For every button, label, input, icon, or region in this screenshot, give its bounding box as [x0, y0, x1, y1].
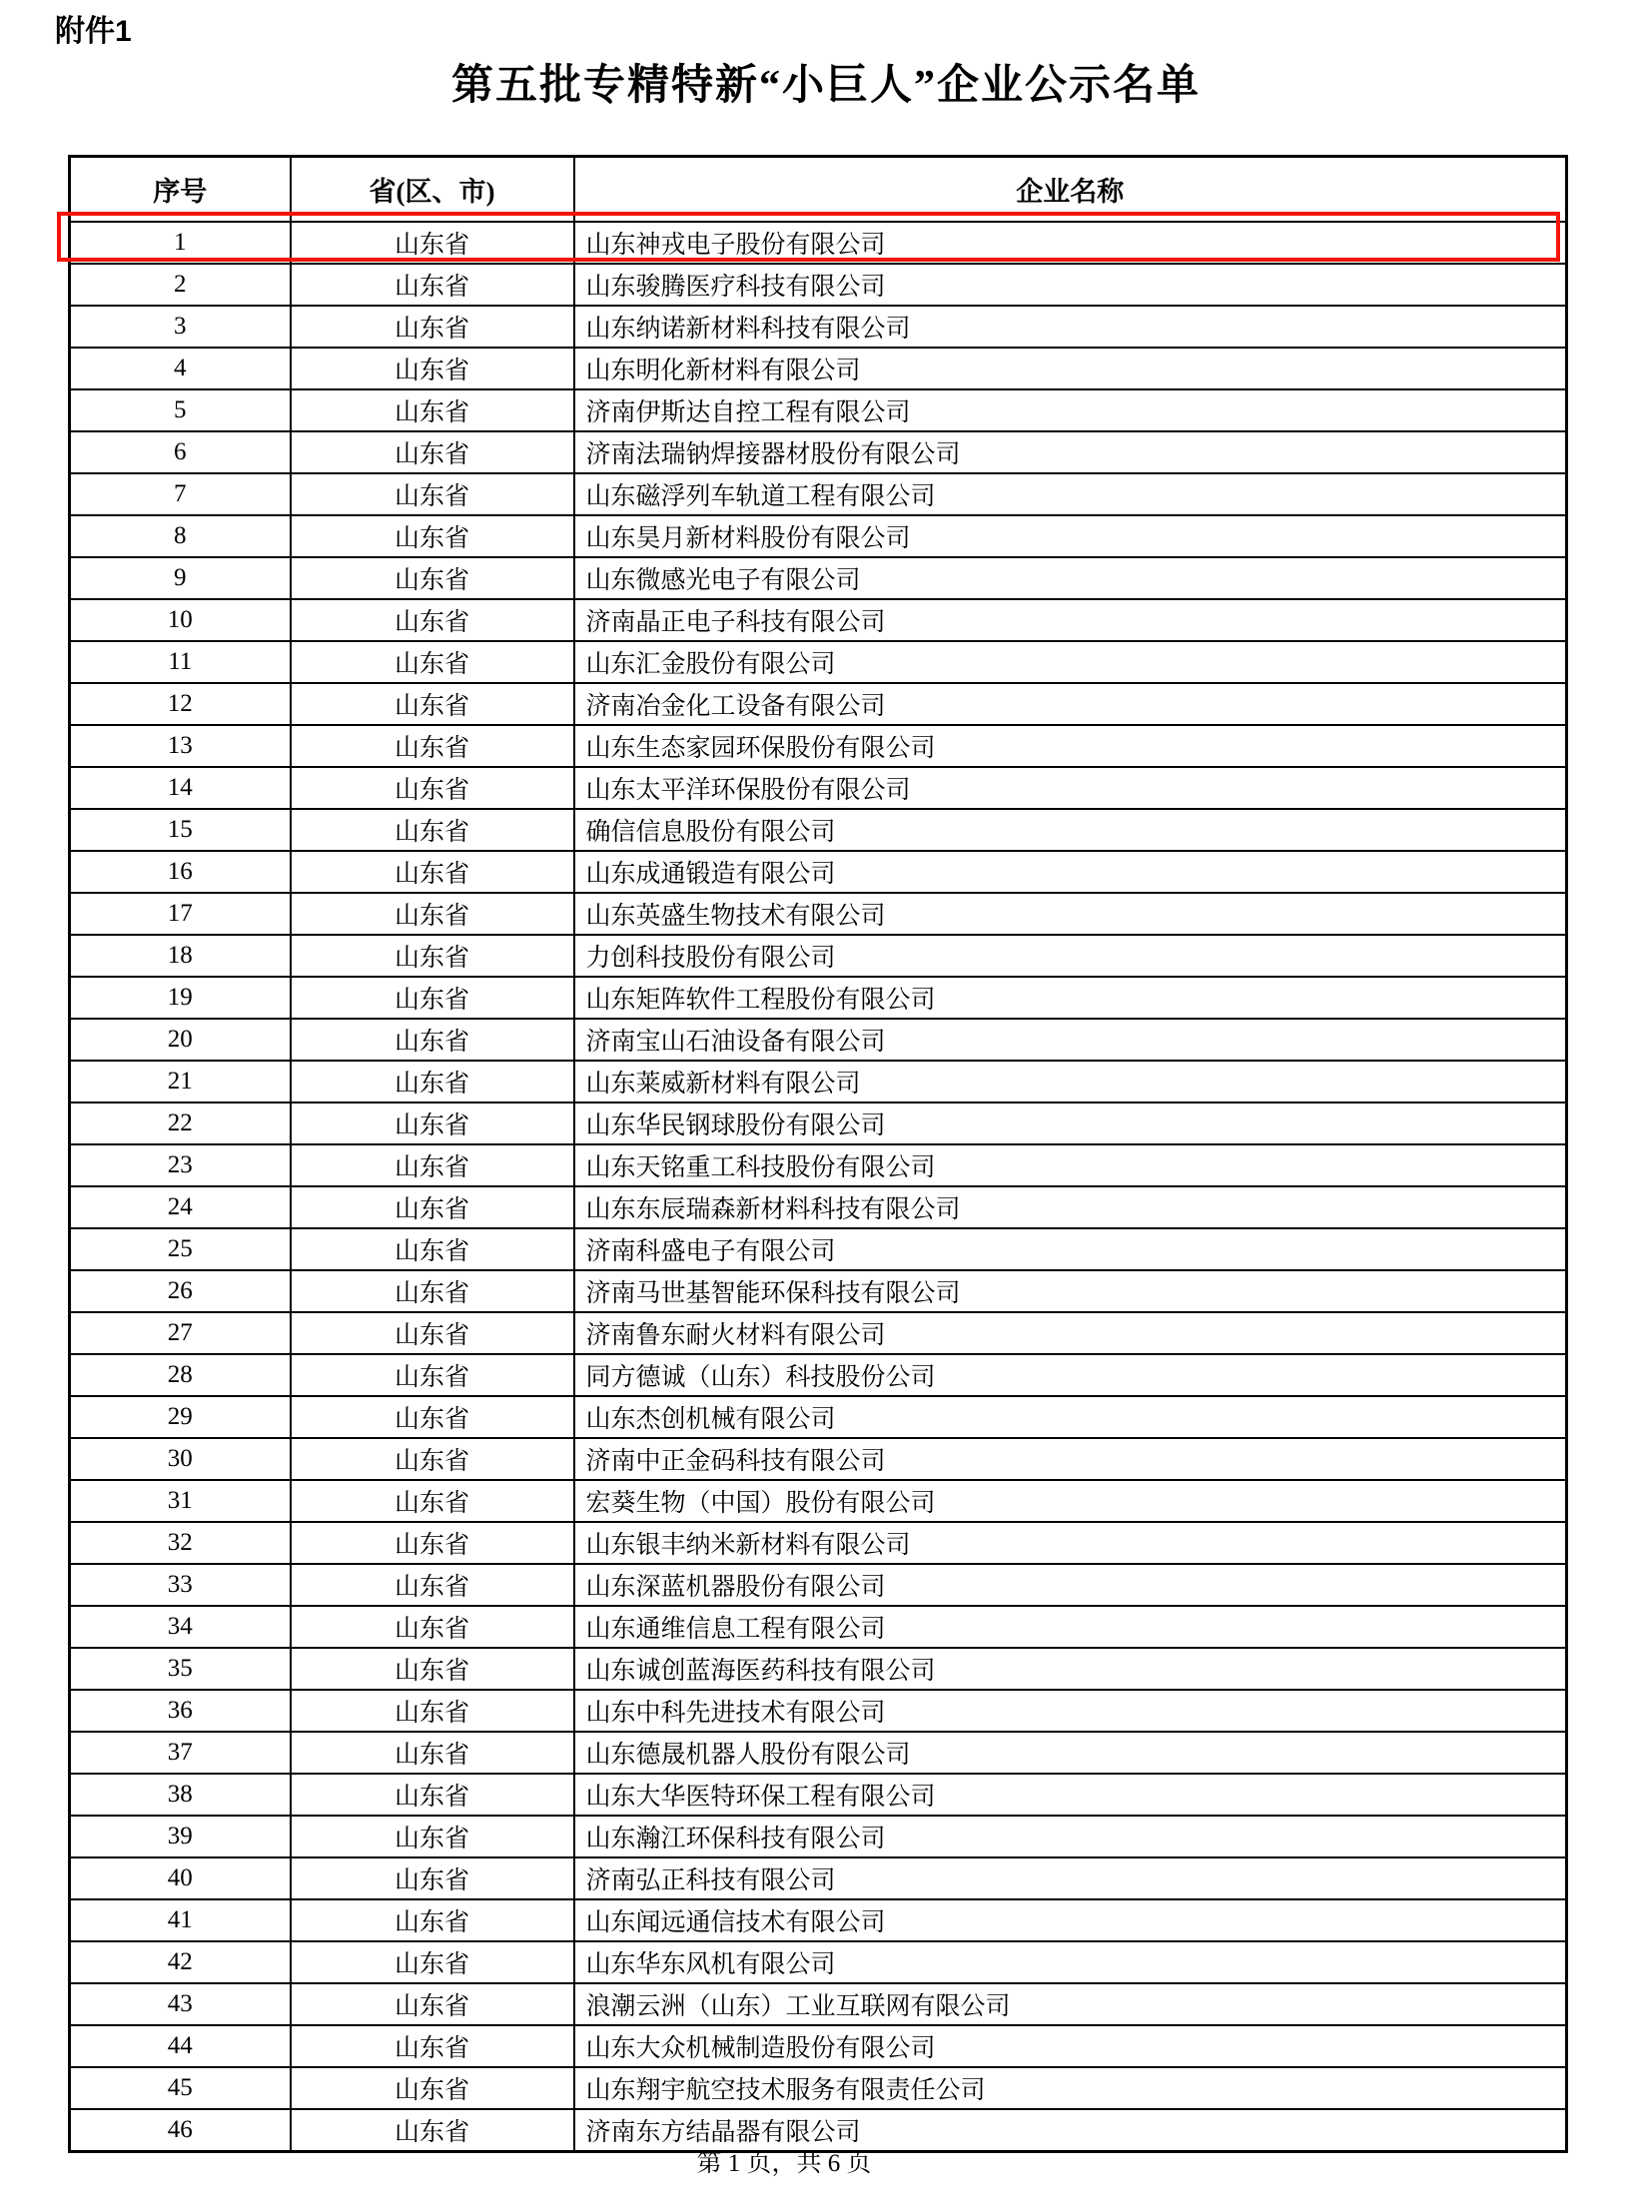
table-row: [70, 264, 1567, 306]
row-province: 山东省: [291, 1690, 574, 1732]
row-no: 34: [70, 1606, 291, 1648]
table-row: [70, 767, 1567, 809]
row-company: 山东闻远通信技术有限公司: [574, 1899, 1567, 1941]
page-number: 第 1 页，共 6 页: [696, 2150, 872, 2177]
row-province: 山东省: [291, 767, 574, 809]
row-no: 7: [70, 473, 291, 515]
row-province: 山东省: [291, 1899, 574, 1941]
table-row: [70, 1941, 1567, 1983]
row-company: 济南马世基智能环保科技有限公司: [574, 1270, 1567, 1312]
table-row: [70, 641, 1567, 683]
row-company: 山东明化新材料有限公司: [574, 348, 1567, 389]
row-no: 22: [70, 1103, 291, 1144]
row-company: 济南弘正科技有限公司: [574, 1857, 1567, 1899]
row-company: 山东微感光电子有限公司: [574, 557, 1567, 599]
row-company: 山东神戎电子股份有限公司: [574, 222, 1567, 264]
row-province: 山东省: [291, 725, 574, 767]
row-province: 山东省: [291, 557, 574, 599]
table-row: [70, 1774, 1567, 1816]
row-company: 山东矩阵软件工程股份有限公司: [574, 977, 1567, 1019]
row-company: 同方德诚（山东）科技股份公司: [574, 1354, 1567, 1396]
row-company: 山东磁浮列车轨道工程有限公司: [574, 473, 1567, 515]
row-province: 山东省: [291, 1019, 574, 1061]
row-no: 20: [70, 1019, 291, 1061]
row-company: 山东英盛生物技术有限公司: [574, 893, 1567, 935]
row-no: 21: [70, 1061, 291, 1103]
row-company: 山东大华医特环保工程有限公司: [574, 1774, 1567, 1816]
row-province: 山东省: [291, 809, 574, 851]
table-row: [70, 389, 1567, 431]
row-province: 山东省: [291, 389, 574, 431]
row-company: 山东大众机械制造股份有限公司: [574, 2025, 1567, 2067]
table-row: [70, 1857, 1567, 1899]
table-row: [70, 348, 1567, 389]
row-company: 山东德晟机器人股份有限公司: [574, 1732, 1567, 1774]
row-province: 山东省: [291, 1983, 574, 2025]
table-row: [70, 515, 1567, 557]
row-company: 山东通维信息工程有限公司: [574, 1606, 1567, 1648]
row-no: 11: [70, 641, 291, 683]
row-no: 40: [70, 1857, 291, 1899]
table-row: [70, 1144, 1567, 1186]
row-no: 12: [70, 683, 291, 725]
row-no: 31: [70, 1480, 291, 1522]
table-row: [70, 1061, 1567, 1103]
row-province: 山东省: [291, 1816, 574, 1857]
row-no: 5: [70, 389, 291, 431]
row-no: 27: [70, 1312, 291, 1354]
row-province: 山东省: [291, 264, 574, 306]
row-no: 37: [70, 1732, 291, 1774]
row-no: 30: [70, 1438, 291, 1480]
table-row: [70, 473, 1567, 515]
table-row: [70, 935, 1567, 977]
row-province: 山东省: [291, 1228, 574, 1270]
row-no: 45: [70, 2067, 291, 2109]
row-province: 山东省: [291, 1438, 574, 1480]
row-province: 山东省: [291, 1774, 574, 1816]
row-province: 山东省: [291, 599, 574, 641]
row-company: 山东中科先进技术有限公司: [574, 1690, 1567, 1732]
table-row: [70, 683, 1567, 725]
row-province: 山东省: [291, 1564, 574, 1606]
row-no: 33: [70, 1564, 291, 1606]
row-company: 山东东辰瑞森新材料科技有限公司: [574, 1186, 1567, 1228]
row-company: 山东天铭重工科技股份有限公司: [574, 1144, 1567, 1186]
row-company: 济南东方结晶器有限公司: [574, 2109, 1567, 2152]
row-no: 16: [70, 851, 291, 893]
row-province: 山东省: [291, 1480, 574, 1522]
table-row: [70, 1270, 1567, 1312]
row-no: 43: [70, 1983, 291, 2025]
table-row: [70, 1690, 1567, 1732]
table-row: [70, 851, 1567, 893]
attachment-label: 附件1: [55, 15, 132, 48]
row-company: 山东华民钢球股份有限公司: [574, 1103, 1567, 1144]
row-company: 济南法瑞钠焊接器材股份有限公司: [574, 431, 1567, 473]
table-row: [70, 977, 1567, 1019]
table-row: [70, 1019, 1567, 1061]
row-province: 山东省: [291, 893, 574, 935]
table-row: [70, 1564, 1567, 1606]
table-header-row: [70, 157, 1567, 223]
table-row: [70, 431, 1567, 473]
row-province: 山东省: [291, 851, 574, 893]
table-row: [70, 1438, 1567, 1480]
table-row: [70, 1983, 1567, 2025]
row-province: 山东省: [291, 1061, 574, 1103]
table-row: [70, 306, 1567, 348]
table-row: [70, 1606, 1567, 1648]
table-row: [70, 1522, 1567, 1564]
row-province: 山东省: [291, 683, 574, 725]
table-row: [70, 599, 1567, 641]
row-company: 确信信息股份有限公司: [574, 809, 1567, 851]
header-no: 序号: [70, 157, 291, 223]
row-no: 29: [70, 1396, 291, 1438]
row-company: 山东生态家园环保股份有限公司: [574, 725, 1567, 767]
row-province: 山东省: [291, 473, 574, 515]
page-title: 第五批专精特新“小巨人”企业公示名单: [450, 63, 1201, 109]
row-no: 26: [70, 1270, 291, 1312]
row-province: 山东省: [291, 222, 574, 264]
row-company: 山东翔宇航空技术服务有限责任公司: [574, 2067, 1567, 2109]
row-no: 39: [70, 1816, 291, 1857]
row-province: 山东省: [291, 2067, 574, 2109]
row-company: 济南伊斯达自控工程有限公司: [574, 389, 1567, 431]
row-province: 山东省: [291, 1270, 574, 1312]
row-company: 浪潮云洲（山东）工业互联网有限公司: [574, 1983, 1567, 2025]
row-no: 44: [70, 2025, 291, 2067]
table-row: [70, 222, 1567, 264]
row-no: 9: [70, 557, 291, 599]
row-province: 山东省: [291, 1312, 574, 1354]
row-company: 济南晶正电子科技有限公司: [574, 599, 1567, 641]
table-row: [70, 1354, 1567, 1396]
row-province: 山东省: [291, 348, 574, 389]
row-no: 23: [70, 1144, 291, 1186]
company-table: [68, 155, 1568, 2153]
row-no: 38: [70, 1774, 291, 1816]
table-body: [70, 222, 1567, 2152]
row-no: 41: [70, 1899, 291, 1941]
table-row: [70, 1103, 1567, 1144]
table-row: [70, 1228, 1567, 1270]
row-no: 18: [70, 935, 291, 977]
row-no: 17: [70, 893, 291, 935]
row-company: 济南鲁东耐火材料有限公司: [574, 1312, 1567, 1354]
row-no: 46: [70, 2109, 291, 2152]
row-province: 山东省: [291, 977, 574, 1019]
table-row: [70, 1186, 1567, 1228]
row-no: 32: [70, 1522, 291, 1564]
row-no: 6: [70, 431, 291, 473]
row-company: 力创科技股份有限公司: [574, 935, 1567, 977]
row-province: 山东省: [291, 2109, 574, 2152]
row-province: 山东省: [291, 431, 574, 473]
row-no: 2: [70, 264, 291, 306]
header-company: 企业名称: [574, 157, 1567, 223]
row-no: 3: [70, 306, 291, 348]
row-province: 山东省: [291, 2025, 574, 2067]
table-row: [70, 1312, 1567, 1354]
table-row: [70, 1899, 1567, 1941]
row-company: 山东瀚江环保科技有限公司: [574, 1816, 1567, 1857]
row-no: 25: [70, 1228, 291, 1270]
row-province: 山东省: [291, 515, 574, 557]
row-company: 宏葵生物（中国）股份有限公司: [574, 1480, 1567, 1522]
row-company: 山东杰创机械有限公司: [574, 1396, 1567, 1438]
row-company: 山东昊月新材料股份有限公司: [574, 515, 1567, 557]
row-company: 山东银丰纳米新材料有限公司: [574, 1522, 1567, 1564]
row-company: 山东纳诺新材料科技有限公司: [574, 306, 1567, 348]
row-company: 济南科盛电子有限公司: [574, 1228, 1567, 1270]
row-company: 济南冶金化工设备有限公司: [574, 683, 1567, 725]
row-company: 山东莱威新材料有限公司: [574, 1061, 1567, 1103]
table-row: [70, 2067, 1567, 2109]
row-province: 山东省: [291, 1648, 574, 1690]
row-province: 山东省: [291, 1522, 574, 1564]
row-no: 19: [70, 977, 291, 1019]
row-no: 15: [70, 809, 291, 851]
row-province: 山东省: [291, 1354, 574, 1396]
row-company: 济南宝山石油设备有限公司: [574, 1019, 1567, 1061]
row-province: 山东省: [291, 1186, 574, 1228]
row-no: 36: [70, 1690, 291, 1732]
row-province: 山东省: [291, 1857, 574, 1899]
table-row: [70, 1816, 1567, 1857]
row-company: 山东深蓝机器股份有限公司: [574, 1564, 1567, 1606]
table-row: [70, 725, 1567, 767]
row-province: 山东省: [291, 935, 574, 977]
row-province: 山东省: [291, 641, 574, 683]
table-row: [70, 1396, 1567, 1438]
row-company: 山东华东风机有限公司: [574, 1941, 1567, 1983]
row-province: 山东省: [291, 1606, 574, 1648]
row-province: 山东省: [291, 1941, 574, 1983]
row-company: 山东太平洋环保股份有限公司: [574, 767, 1567, 809]
row-no: 1: [70, 222, 291, 264]
table-row: [70, 1480, 1567, 1522]
row-company: 山东成通锻造有限公司: [574, 851, 1567, 893]
row-no: 8: [70, 515, 291, 557]
row-no: 24: [70, 1186, 291, 1228]
row-no: 42: [70, 1941, 291, 1983]
table-row: [70, 1648, 1567, 1690]
row-province: 山东省: [291, 306, 574, 348]
row-company: 济南中正金码科技有限公司: [574, 1438, 1567, 1480]
row-company: 山东骏腾医疗科技有限公司: [574, 264, 1567, 306]
row-no: 28: [70, 1354, 291, 1396]
row-no: 35: [70, 1648, 291, 1690]
row-company: 山东汇金股份有限公司: [574, 641, 1567, 683]
row-province: 山东省: [291, 1396, 574, 1438]
row-no: 10: [70, 599, 291, 641]
row-no: 14: [70, 767, 291, 809]
table-row: [70, 809, 1567, 851]
row-no: 4: [70, 348, 291, 389]
table-row: [70, 1732, 1567, 1774]
table-row: [70, 2025, 1567, 2067]
row-company: 山东诚创蓝海医药科技有限公司: [574, 1648, 1567, 1690]
row-province: 山东省: [291, 1732, 574, 1774]
header-province: 省(区、市): [291, 157, 574, 223]
row-no: 13: [70, 725, 291, 767]
row-province: 山东省: [291, 1103, 574, 1144]
table-row: [70, 893, 1567, 935]
table-row: [70, 557, 1567, 599]
row-province: 山东省: [291, 1144, 574, 1186]
